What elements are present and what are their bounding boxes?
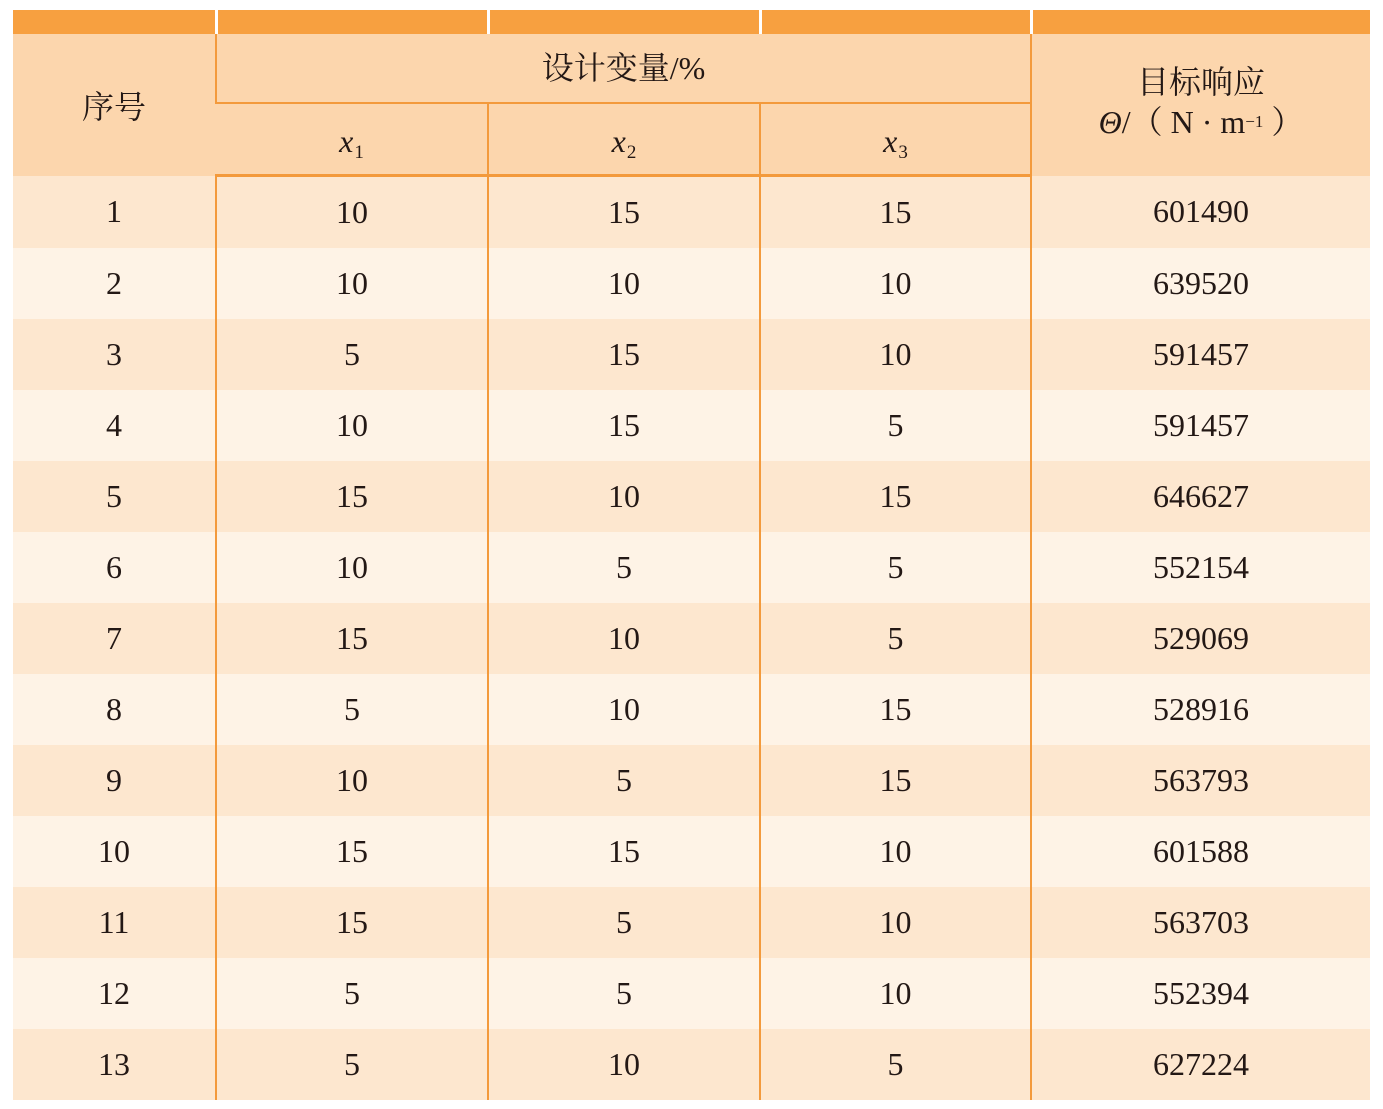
- x2-value-cell: 10: [488, 674, 760, 745]
- x3-value-cell: 5: [760, 390, 1031, 461]
- x3-value-cell: 10: [760, 248, 1031, 319]
- table-row: [13, 1029, 1370, 1100]
- table-row: [13, 461, 1370, 532]
- response-value-cell: 591457: [1031, 319, 1370, 390]
- variable-x1-symbol: x: [339, 122, 354, 159]
- x1-value-cell: 5: [216, 1029, 488, 1100]
- table-row: [13, 674, 1370, 745]
- table-row: [13, 603, 1370, 674]
- table-body: [13, 176, 1370, 1101]
- table-row: [13, 887, 1370, 958]
- variable-x2-symbol: x: [611, 122, 626, 159]
- table-row: [13, 958, 1370, 1029]
- response-unit-prefix: /（: [1121, 103, 1163, 140]
- x2-value-cell: 15: [488, 176, 760, 249]
- response-unit-label: [1032, 102, 1370, 148]
- x3-value-cell: 15: [760, 176, 1031, 249]
- x3-value-cell: 5: [760, 532, 1031, 603]
- row-index-cell: 4: [13, 390, 216, 461]
- response-value-cell: 601588: [1031, 816, 1370, 887]
- row-index-cell: 5: [13, 461, 216, 532]
- x2-value-cell: 10: [488, 248, 760, 319]
- response-value-cell: 528916: [1031, 674, 1370, 745]
- index-column-label: 序号: [81, 88, 146, 125]
- row-index-cell: 9: [13, 745, 216, 816]
- x3-value-cell: 5: [760, 603, 1031, 674]
- x1-value-cell: 15: [216, 887, 488, 958]
- table-row: [13, 248, 1370, 319]
- x2-value-cell: 15: [488, 390, 760, 461]
- response-value-cell: 591457: [1031, 390, 1370, 461]
- top-band-cell: [488, 10, 760, 34]
- x2-value-cell: 5: [488, 745, 760, 816]
- x1-value-cell: 10: [216, 176, 488, 249]
- x2-value-cell: 10: [488, 1029, 760, 1100]
- x1-value-cell: 15: [216, 461, 488, 532]
- x2-value-cell: 5: [488, 958, 760, 1029]
- response-value-cell: 639520: [1031, 248, 1370, 319]
- x2-value-cell: 10: [488, 461, 760, 532]
- design-variables-group-header: [216, 34, 1031, 103]
- row-index-cell: 11: [13, 887, 216, 958]
- x1-value-cell: 10: [216, 248, 488, 319]
- table-row: [13, 745, 1370, 816]
- top-band-cell: [1031, 10, 1370, 34]
- x2-value-cell: 15: [488, 319, 760, 390]
- response-unit-text: N · m: [1162, 103, 1246, 140]
- header-row-primary: [13, 34, 1370, 103]
- table-row: [13, 319, 1370, 390]
- table-row: [13, 816, 1370, 887]
- variable-x2-subscript: 2: [626, 141, 637, 163]
- row-index-cell: 2: [13, 248, 216, 319]
- x3-value-cell: 15: [760, 745, 1031, 816]
- row-index-cell: 10: [13, 816, 216, 887]
- variable-x3-header: [760, 103, 1031, 176]
- x3-value-cell: 10: [760, 887, 1031, 958]
- response-unit-exponent: −1: [1245, 111, 1264, 131]
- response-symbol: Θ: [1098, 103, 1122, 140]
- variable-x3-subscript: 3: [898, 141, 908, 163]
- variable-x1-header: [216, 103, 488, 176]
- x2-value-cell: 10: [488, 603, 760, 674]
- response-column-label: 目标响应: [1136, 63, 1265, 100]
- response-value-cell: 601490: [1031, 176, 1370, 249]
- data-table-container: [13, 10, 1370, 1100]
- top-band-cell: [760, 10, 1031, 34]
- variable-x1-subscript: 1: [354, 141, 364, 163]
- response-value-cell: 552394: [1031, 958, 1370, 1029]
- x1-value-cell: 5: [216, 319, 488, 390]
- table-row: [13, 532, 1370, 603]
- x3-value-cell: 10: [760, 319, 1031, 390]
- response-column-header: [1031, 34, 1370, 176]
- response-unit-suffix: ）: [1263, 103, 1304, 140]
- variable-x2-header: [488, 103, 760, 176]
- x1-value-cell: 15: [216, 603, 488, 674]
- x1-value-cell: 10: [216, 390, 488, 461]
- response-value-cell: 552154: [1031, 532, 1370, 603]
- x3-value-cell: 15: [760, 461, 1031, 532]
- top-band-cell: [13, 10, 216, 34]
- x1-value-cell: 5: [216, 958, 488, 1029]
- response-value-cell: 529069: [1031, 603, 1370, 674]
- x1-value-cell: 5: [216, 674, 488, 745]
- x2-value-cell: 15: [488, 816, 760, 887]
- x2-value-cell: 5: [488, 532, 760, 603]
- response-value-cell: 563793: [1031, 745, 1370, 816]
- x1-value-cell: 15: [216, 816, 488, 887]
- table-header: [13, 10, 1370, 176]
- response-value-cell: 563703: [1031, 887, 1370, 958]
- variable-x3-symbol: x: [883, 122, 898, 159]
- response-value-cell: 627224: [1031, 1029, 1370, 1100]
- x3-value-cell: 15: [760, 674, 1031, 745]
- row-index-cell: 8: [13, 674, 216, 745]
- row-index-cell: 13: [13, 1029, 216, 1100]
- index-column-header: [13, 34, 216, 176]
- x3-value-cell: 10: [760, 816, 1031, 887]
- x1-value-cell: 10: [216, 745, 488, 816]
- design-variables-group-label: 设计变量/%: [541, 50, 706, 86]
- top-band-cell: [216, 10, 488, 34]
- x3-value-cell: 5: [760, 1029, 1031, 1100]
- table-row: [13, 390, 1370, 461]
- row-index-cell: 12: [13, 958, 216, 1029]
- x3-value-cell: 10: [760, 958, 1031, 1029]
- design-variable-response-table: [13, 10, 1370, 1100]
- response-value-cell: 646627: [1031, 461, 1370, 532]
- row-index-cell: 1: [13, 176, 216, 249]
- header-top-band: [13, 10, 1370, 34]
- row-index-cell: 7: [13, 603, 216, 674]
- x2-value-cell: 5: [488, 887, 760, 958]
- row-index-cell: 3: [13, 319, 216, 390]
- x1-value-cell: 10: [216, 532, 488, 603]
- table-row: [13, 176, 1370, 249]
- row-index-cell: 6: [13, 532, 216, 603]
